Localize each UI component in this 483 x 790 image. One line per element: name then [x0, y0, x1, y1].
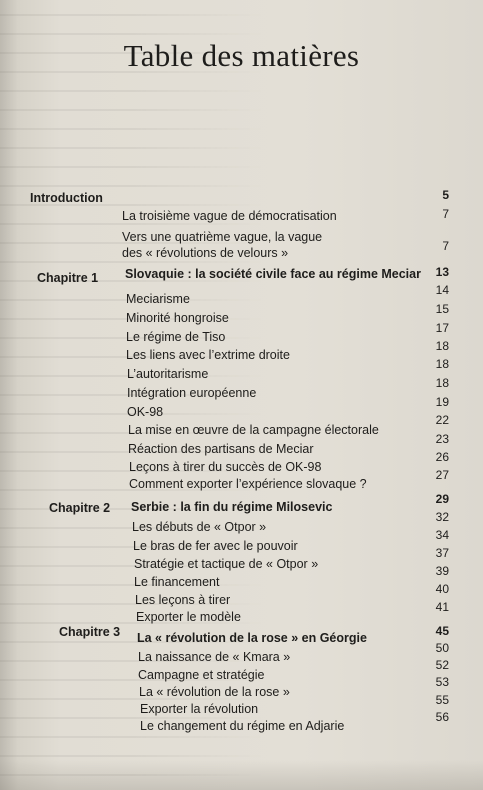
toc-page: 18: [435, 357, 449, 371]
toc-page: 40: [435, 582, 449, 596]
toc-page: 27: [435, 468, 449, 482]
toc-entry: Les liens avec l’extrime droite: [126, 348, 290, 362]
toc-page: 41: [435, 600, 449, 614]
toc-entry: Meciarisme: [126, 292, 190, 306]
chapter-3-label: Chapitre 3: [59, 625, 121, 639]
toc-page: 18: [435, 339, 449, 353]
toc-entry: Le changement du régime en Adjarie: [140, 719, 345, 733]
page-title: Table des matières: [123, 38, 360, 73]
toc-page: 22: [435, 413, 449, 427]
toc-entry: L’autoritarisme: [127, 367, 209, 381]
chapter-3-title: La « révolution de la rose » en Géorgie: [137, 631, 367, 645]
toc-entry: La « révolution de la rose »: [139, 685, 290, 699]
toc-page: 26: [435, 450, 449, 464]
toc-entry: La mise en œuvre de la campagne électorale: [128, 423, 379, 437]
toc-entry: Leçons à tirer du succès de OK-98: [129, 460, 322, 474]
toc-page: 56: [435, 710, 449, 724]
chapter-2-label: Chapitre 2: [49, 501, 111, 515]
toc-page: 52: [435, 658, 449, 672]
toc-page: 15: [435, 302, 449, 316]
toc-entry: OK-98: [127, 405, 164, 419]
toc-page: 55: [435, 693, 449, 707]
chapter-2-title: Serbie : la fin du régime Milosevic: [131, 500, 333, 514]
toc-entry-line1: Vers une quatrième vague, la vague: [122, 230, 323, 244]
toc-page: 39: [435, 564, 449, 578]
toc-entry: Stratégie et tactique de « Otpor »: [134, 557, 319, 571]
toc-entry: Exporter le modèle: [136, 610, 241, 624]
toc-page: 23: [435, 432, 449, 446]
chapter-2-page: 29: [435, 492, 449, 506]
toc-entry: Comment exporter l’expérience slovaque ?: [129, 477, 367, 491]
intro-label: Introduction: [30, 191, 103, 205]
intro-page: 5: [442, 188, 449, 202]
toc-page: 18: [435, 376, 449, 390]
toc-entry: Campagne et stratégie: [138, 668, 265, 682]
chapter-3-page: 45: [435, 624, 449, 638]
toc-page: 14: [435, 283, 449, 297]
chapter-1-title: Slovaquie : la société civile face au régime Meciar: [125, 267, 421, 281]
toc-page: 53: [435, 675, 449, 689]
toc-entry: Intégration européenne: [127, 386, 257, 400]
toc-page: 37: [435, 546, 449, 560]
toc-entry: La naissance de « Kmara »: [138, 650, 291, 664]
chapter-1-label: Chapitre 1: [37, 271, 99, 285]
toc-entry-line2: des « révolutions de velours »: [122, 246, 289, 260]
toc-page: 32: [435, 510, 449, 524]
toc-entry: Minorité hongroise: [126, 311, 229, 325]
toc-page: 19: [435, 395, 449, 409]
toc-page: 7: [442, 239, 449, 253]
toc-entry: La troisième vague de démocratisation: [122, 209, 337, 223]
toc-entry: Réaction des partisans de Meciar: [128, 442, 314, 456]
toc-page: 34: [435, 528, 449, 542]
toc-entry: Le bras de fer avec le pouvoir: [133, 539, 298, 553]
toc-entry: Les leçons à tirer: [135, 593, 231, 607]
toc-page: 7: [442, 207, 449, 221]
toc-entry: Les débuts de « Otpor »: [132, 520, 267, 534]
chapter-1-page: 13: [435, 265, 449, 279]
toc-entry: Exporter la révolution: [140, 702, 259, 716]
toc-page: 50: [435, 641, 449, 655]
toc-entry: Le financement: [134, 575, 220, 589]
page-bottom-shadow: [0, 760, 483, 790]
toc-page: 17: [435, 321, 449, 335]
toc-entry: Le régime de Tiso: [126, 330, 226, 344]
